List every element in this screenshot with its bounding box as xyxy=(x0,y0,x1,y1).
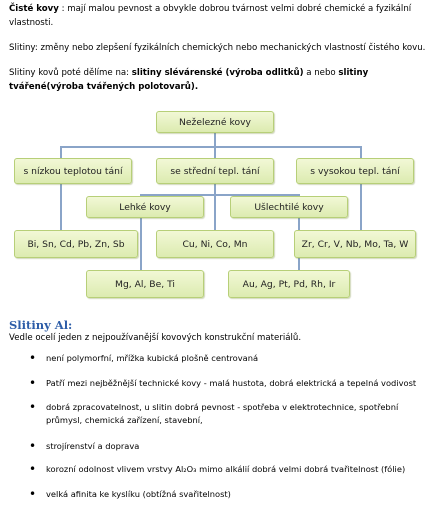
root-box-non-ferrous: Neželezné kovy xyxy=(156,111,274,133)
bullet-marker: • xyxy=(29,462,37,476)
section-title-aluminium-alloys: Slitiny Al: xyxy=(9,318,73,332)
connector-mid-down xyxy=(214,184,216,230)
connector-to-low xyxy=(60,146,62,158)
box-low-melting: s nízkou teplotou tání xyxy=(14,158,132,184)
box-medium-melting: se střední tepl. tání xyxy=(156,158,274,184)
pure-metals-term: Čisté kovy xyxy=(9,4,59,14)
box-medium-melting-elements: Cu, Ni, Co, Mn xyxy=(156,230,274,258)
connector-light-down xyxy=(140,218,142,270)
list-item: není polymorfní, mřížka kubická plošně centrovaná xyxy=(46,353,259,363)
box-high-melting-elements: Zr, Cr, V, Nb, Mo, Ta, W xyxy=(294,230,416,258)
bullet-marker: • xyxy=(29,487,37,501)
alloys-definition: Slitiny: změny nebo zlepšení fyzikálních chemických nebo mechanických vlastností čistého kovu. xyxy=(9,43,426,53)
intro-paragraph-alloy-types xyxy=(9,66,431,94)
bullet-marker: • xyxy=(29,376,37,390)
connector-high-down xyxy=(360,184,362,230)
casting-alloys: slitiny slévárenské (výroba odlitků) xyxy=(131,68,304,78)
connector-to-mid xyxy=(214,146,216,158)
connector-root-down xyxy=(214,133,216,147)
bullet-marker: • xyxy=(29,439,37,453)
list-item: strojírenství a doprava xyxy=(46,441,140,451)
alloy-types-lead: Slitiny kovů poté dělíme na: xyxy=(9,68,132,78)
box-noble-metals: Ušlechtilé kovy xyxy=(230,196,348,218)
bullet-marker: • xyxy=(29,351,37,365)
list-item: Patří mezi nejběžnější technické kovy - malá hustota, dobrá elektrická a tepelná vodivost xyxy=(46,378,417,388)
connector-low-down xyxy=(60,184,62,230)
intro-paragraph-pure-metals xyxy=(9,2,431,30)
box-high-melting: s vysokou tepl. tání xyxy=(296,158,414,184)
wrought-alloys: slitiny tvářené(výroba tvářených polotovarů). xyxy=(9,68,369,92)
connector-to-high xyxy=(360,146,362,158)
intro-paragraph-alloys xyxy=(9,41,431,55)
box-low-melting-elements: Bi, Sn, Cd, Pb, Zn, Sb xyxy=(14,230,138,258)
list-item: velká afinita ke kyslíku (obtížná svařitelnost) xyxy=(46,489,231,499)
connector-top-horizontal xyxy=(60,146,362,148)
list-item: dobrá zpracovatelnost, u slitin dobrá pevnost - spotřeba v elektrotechnice, spotřební průmysl, chemická zařízení, stavební, xyxy=(46,402,399,425)
connector-mid-horizontal xyxy=(140,194,300,196)
box-noble-metal-elements: Au, Ag, Pt, Pd, Rh, Ir xyxy=(228,270,350,298)
box-light-metal-elements: Mg, Al, Be, Ti xyxy=(86,270,204,298)
list-item: korozní odolnost vlivem vrstvy Al₂O₃ mimo alkálií dobrá velmi dobrá tvařitelnost (fólie) xyxy=(46,464,406,474)
section-intro: Vedle ocelí jeden z nejpoužívanější kovových konstrukční materiálů. xyxy=(9,333,302,343)
bullet-marker: • xyxy=(29,400,37,414)
alloy-types-or: a nebo xyxy=(303,68,339,78)
box-light-metals: Lehké kovy xyxy=(86,196,204,218)
pure-metals-text: : mají malou pevnost a obvykle dobrou tvárnost velmi dobré chemické a fyzikální vlastnosti. xyxy=(9,4,412,28)
connector-noble-down xyxy=(298,218,300,270)
